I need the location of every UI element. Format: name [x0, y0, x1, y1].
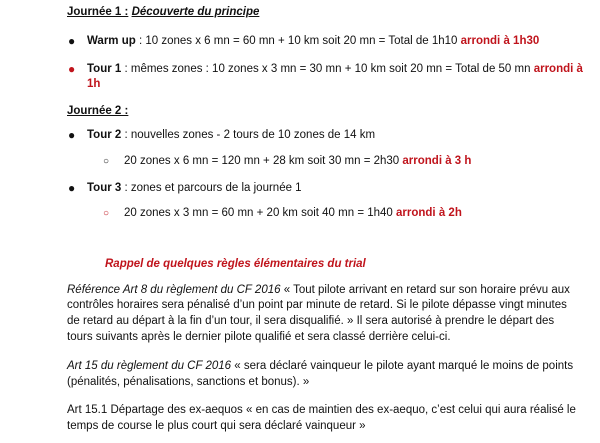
rules-p1-ref: Référence Art 8 du règlement du CF 2016 — [67, 284, 281, 296]
tour3-sub-highlight: arrondi à 2h — [396, 207, 462, 219]
rules-p3-line2: temps de course le plus court qui sera déclaré vainqueur » — [67, 420, 366, 432]
rules-p1-line1 — [67, 283, 570, 298]
rules-p3-line1: Art 15.1 Départage des ex-aequos « en cas de maintien des ex-aequo, c’est celui qui aura réalisé le — [67, 404, 576, 416]
day1-heading-label: Journée 1 : — [67, 6, 129, 18]
rules-p2-line1 — [67, 359, 573, 374]
tour3-sub-line — [124, 206, 462, 221]
tour2-label: Tour 2 — [87, 129, 122, 141]
rules-p1-line1-text: « Tout pilote arrivant en retard sur son horaire prévu aux — [280, 284, 570, 296]
tour3-text: : zones et parcours de la journée 1 — [121, 182, 302, 194]
warmup-label: Warm up — [87, 35, 136, 47]
bullet-disc-icon: ● — [68, 128, 76, 142]
tour1-line — [87, 62, 583, 77]
rules-title: Rappel de quelques règles élémentaires du trial — [105, 258, 366, 270]
tour3-sub-text: 20 zones x 3 mn = 60 mn + 20 km soit 40 mn = 1h40 — [124, 207, 397, 219]
bullet-disc-icon: ● — [68, 181, 76, 195]
bullet-circle-icon: ○ — [103, 208, 110, 219]
day1-heading-title: Découverte du principe — [131, 6, 260, 18]
warmup-line — [87, 34, 539, 49]
rules-p1-line4: tours suivants après le dernier pilote qualifié et sera classé derrière celui-ci. — [67, 331, 451, 343]
rules-p1-line2: contrôles horaires sera pénalisé d’un point par minute de retard. Si le pilote dépasse vingt minutes — [67, 299, 567, 311]
bullet-disc-icon: ● — [68, 34, 76, 48]
tour3-line — [87, 181, 302, 196]
rules-p2-ref: Art 15 du règlement du CF 2016 — [67, 360, 232, 372]
day2-heading: Journée 2 : — [67, 105, 129, 117]
tour2-sub-text: 20 zones x 6 mn = 120 mn + 28 km soit 30 mn = 2h30 — [124, 155, 403, 167]
tour1-text: : mêmes zones : 10 zones x 3 mn = 30 mn + 10 km soit 20 mn = Total de 50 mn — [121, 63, 534, 75]
tour1-highlight-b: 1h — [87, 78, 101, 90]
tour2-text: : nouvelles zones - 2 tours de 10 zones de 14 km — [121, 129, 376, 141]
rules-p1-line3: de retard au départ à la fin d’un tour, il sera disqualifié. » Il sera autorisé à prendre le départ des — [67, 315, 555, 327]
warmup-text: : 10 zones x 6 mn = 60 mn + 10 km soit 20 mn = Total de 1h10 — [135, 35, 461, 47]
tour3-label: Tour 3 — [87, 182, 122, 194]
tour2-line — [87, 128, 375, 143]
tour2-sub-line — [124, 154, 471, 169]
rules-p2-line1-text: « sera déclaré vainqueur le pilote ayant marqué le moins de points — [231, 360, 574, 372]
warmup-highlight: arrondi à 1h30 — [460, 35, 540, 47]
day1-heading — [67, 5, 259, 20]
tour2-sub-highlight: arrondi à 3 h — [402, 155, 472, 167]
bullet-circle-icon: ○ — [103, 156, 110, 167]
bullet-disc-icon: ● — [68, 62, 76, 76]
tour1-label: Tour 1 — [87, 63, 122, 75]
tour1-highlight-a: arrondi à — [533, 63, 583, 75]
rules-p2-line2: (pénalités, pénalisations, sanctions et bonus). » — [67, 376, 310, 388]
